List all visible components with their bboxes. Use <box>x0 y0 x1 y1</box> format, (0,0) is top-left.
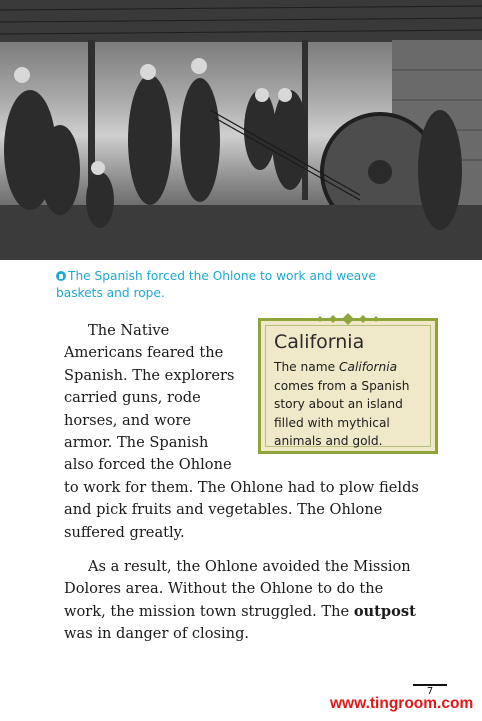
sidebar-text-after: comes from a Spanish story about an island filled with mythical animals and gold. <box>274 378 410 448</box>
image-caption <box>56 268 416 302</box>
page-number: 7 <box>413 684 447 697</box>
sidebar-title: California <box>274 331 365 353</box>
paragraph-1: The Native Americans feared the Spanish. The explorers carried guns, rode horses, and wore armor. The Spanish also forced the Ohlone to work for them. The Ohlone had to plow fields and pick fruits and vegetables. The Ohlone suffered greatly. <box>64 322 419 541</box>
sidebar-text-before: The name <box>274 360 339 374</box>
body-text <box>64 320 426 646</box>
caption-text: The Spanish forced the Ohlone to work and weave baskets and rope. <box>56 269 376 300</box>
sidebar-spacer <box>246 320 426 470</box>
paragraph-2 <box>64 556 426 646</box>
paragraph-2-start: As a result, the Ohlone avoided the Mission Dolores area. Without the Ohlone to do the work, the mission town struggled. The <box>64 558 411 620</box>
watermark-text: www.tingroom.com <box>330 695 474 712</box>
vocab-word-outpost: outpost <box>353 602 416 620</box>
paragraph-2-end: was in danger of closing. <box>64 625 250 643</box>
engraving-artwork <box>0 0 482 260</box>
illustration-ohlone-working <box>0 0 482 260</box>
sidebar-text-italic: California <box>338 360 398 374</box>
